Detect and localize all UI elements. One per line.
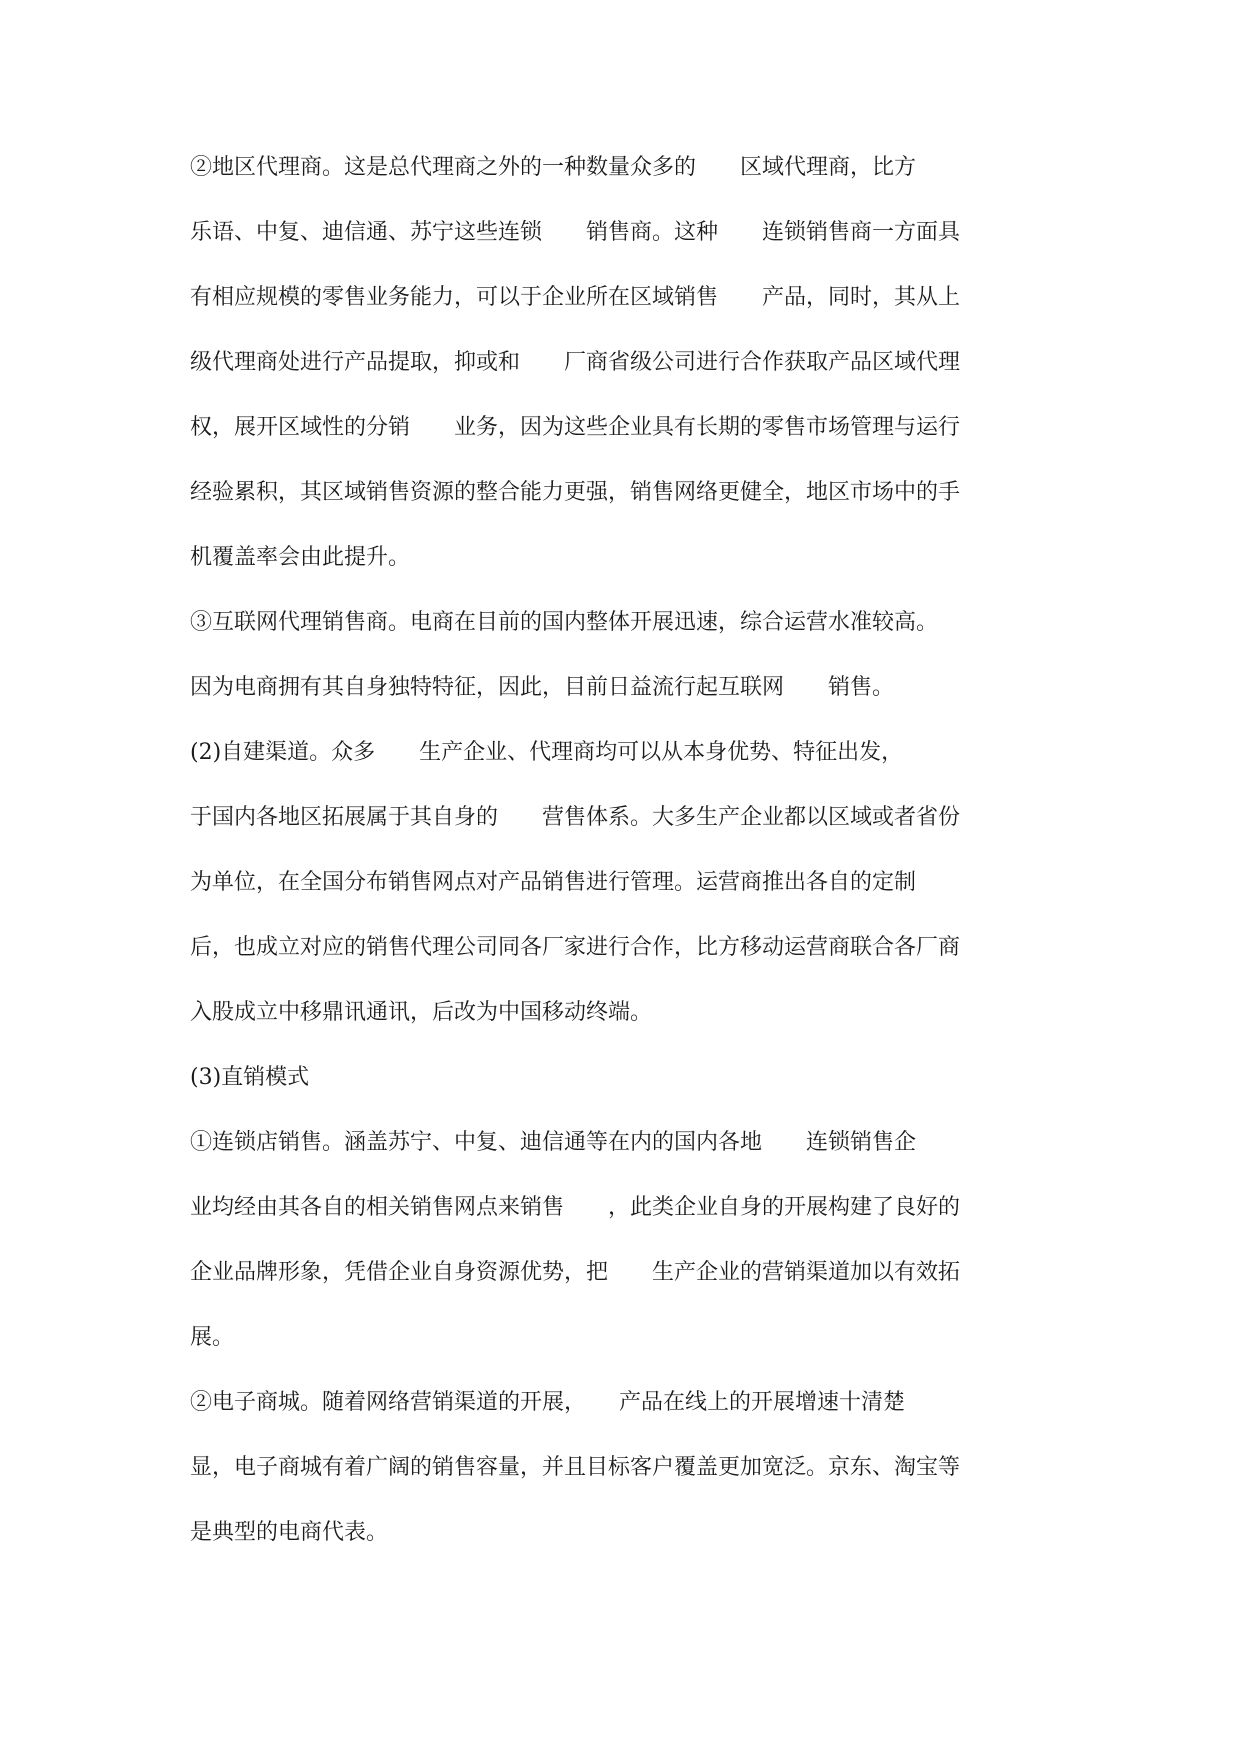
text-line: 级代理商处进行产品提取，抑或和 厂商省级公司进行合作获取产品区域代理	[190, 350, 961, 375]
text-line: 后，也成立对应的销售代理公司同各厂家进行合作，比方移动运营商联合各厂商	[190, 935, 961, 960]
text-line: 权，展开区域性的分销 业务，因为这些企业具有长期的零售市场管理与运行	[190, 415, 961, 440]
text-line: 因为电商拥有其自身独特特征，因此，目前日益流行起互联网 销售。	[190, 675, 895, 700]
text-line: (3)直销模式	[190, 1065, 310, 1090]
text-line: 于国内各地区拓展属于其自身的 营售体系。大多生产企业都以区域或者省份	[190, 805, 961, 830]
text-line: 经验累积，其区域销售资源的整合能力更强，销售网络更健全，地区市场中的手	[190, 480, 961, 505]
text-line: (2)自建渠道。众多 生产企业、代理商均可以从本身优势、特征出发，	[190, 740, 904, 765]
text-line: ①连锁店销售。涵盖苏宁、中复、迪信通等在内的国内各地 连锁销售企	[190, 1130, 917, 1155]
document-body	[190, 150, 990, 1580]
text-line: 企业品牌形象，凭借企业自身资源优势，把 生产企业的营销渠道加以有效拓	[190, 1260, 961, 1285]
text-line: 乐语、中复、迪信通、苏宁这些连锁 销售商。这种 连锁销售商一方面具	[190, 220, 961, 245]
text-line: 展。	[190, 1325, 235, 1350]
text-line: 显，电子商城有着广阔的销售容量，并且目标客户覆盖更加宽泛。京东、淘宝等	[190, 1455, 961, 1480]
text-line: 是典型的电商代表。	[190, 1520, 389, 1545]
text-line: 机覆盖率会由此提升。	[190, 545, 411, 570]
text-line: ②电子商城。随着网络营销渠道的开展， 产品在线上的开展增速十清楚	[190, 1390, 906, 1415]
text-line: ②地区代理商。这是总代理商之外的一种数量众多的 区域代理商，比方	[190, 155, 917, 180]
text-line: ③互联网代理销售商。电商在目前的国内整体开展迅速，综合运营水准较高。	[190, 610, 939, 635]
text-line: 入股成立中移鼎讯通讯，后改为中国移动终端。	[190, 1000, 653, 1025]
text-line: 为单位，在全国分布销售网点对产品销售进行管理。运营商推出各自的定制	[190, 870, 917, 895]
text-line: 有相应规模的零售业务能力，可以于企业所在区域销售 产品，同时，其从上	[190, 285, 961, 310]
text-line: 业均经由其各自的相关销售网点来销售 ，此类企业自身的开展构建了良好的	[190, 1195, 961, 1220]
